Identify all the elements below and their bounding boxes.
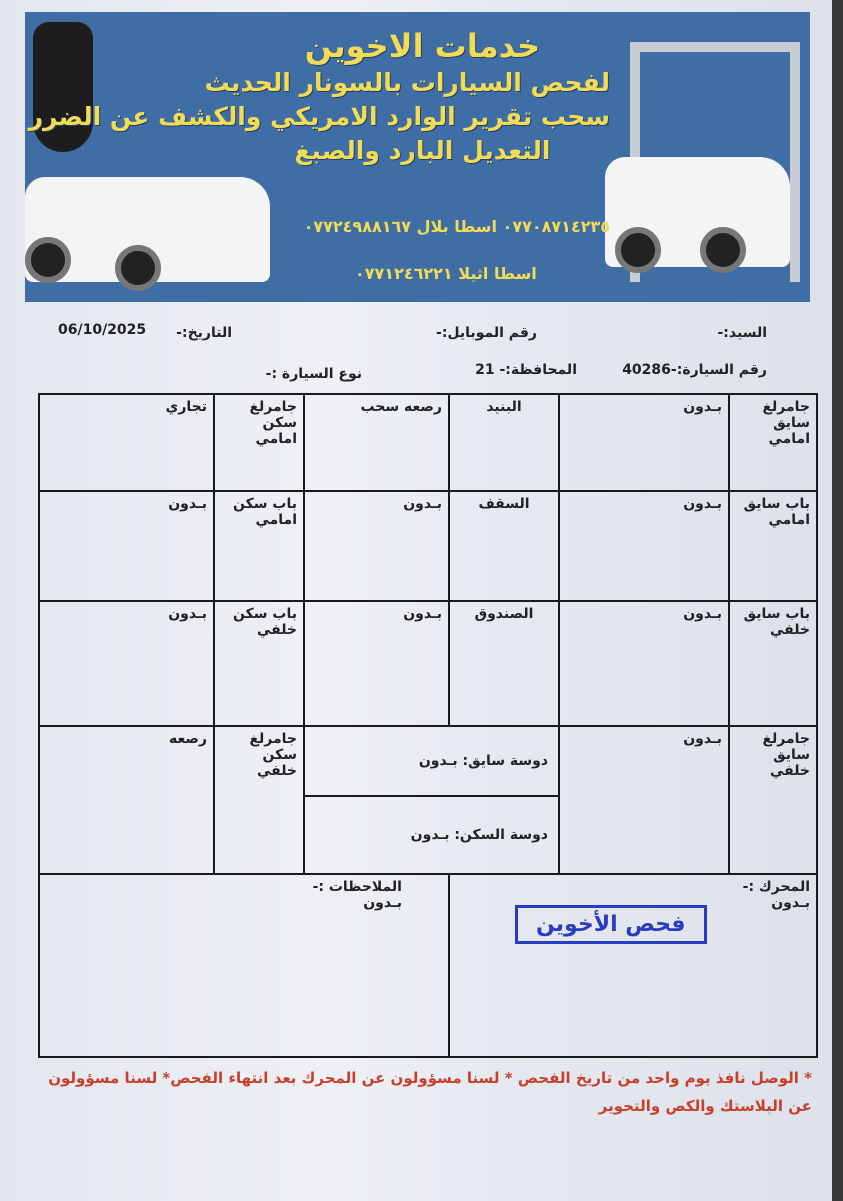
- table-row: [39, 491, 817, 601]
- part-value: بـدون: [559, 491, 729, 601]
- part-label: السقف: [449, 491, 559, 601]
- part-label: جامرلغ سكن خلفي: [214, 726, 304, 874]
- date-label: التاريخ:-: [176, 325, 232, 341]
- part-value: بـدون: [304, 491, 449, 601]
- passenger-mat: دوسة السكن: بـدون: [304, 796, 559, 874]
- remarks-cell: [39, 874, 449, 1057]
- table-row: [39, 726, 817, 796]
- phone-numbers-2: اسطا اثيلا ٠٧٧١٢٤٦٢٢١: [355, 264, 537, 283]
- header-line: لفحص السيارات بالسونار الحديث: [204, 68, 610, 97]
- suv-image-right: [605, 157, 790, 267]
- table-row: [39, 601, 817, 726]
- part-value: بـدون: [39, 601, 214, 726]
- header-line: التعديل البارد والصبغ: [294, 136, 551, 165]
- part-value: بـدون: [559, 726, 729, 874]
- car-type-label: نوع السيارة :-: [265, 366, 362, 382]
- table-row: [39, 394, 817, 491]
- mobile-label: رقم الموبايل:-: [436, 325, 537, 341]
- part-label: الصندوق: [449, 601, 559, 726]
- remarks-label: الملاحظات :-: [312, 879, 402, 895]
- part-value: بـدون: [559, 601, 729, 726]
- part-value: رصعه سحب: [304, 394, 449, 491]
- part-label: جامرلغ سايق خلفي: [729, 726, 817, 874]
- engine-cell: [449, 874, 817, 1057]
- part-value: بـدون: [304, 601, 449, 726]
- footer-disclaimer: * الوصل نافذ يوم واحد من تاريخ الفحص * لسنا مسؤولون عن المحرك بعد انتهاء الفحص* لسنا مسؤولون عن البلاستك والكص والتحوير: [48, 1069, 812, 1115]
- header-banner: [25, 12, 810, 302]
- business-title: خدمات الاخوين: [304, 27, 541, 65]
- part-value: بـدون: [559, 394, 729, 491]
- company-stamp: فحص الأخوين: [515, 905, 707, 944]
- table-row: [39, 874, 817, 1057]
- part-label: باب سكن امامي: [214, 491, 304, 601]
- engine-value: بـدون: [771, 895, 810, 911]
- part-value: رصعه: [39, 726, 214, 874]
- suv-image-left: [25, 177, 270, 282]
- part-label: باب سكن خلفي: [214, 601, 304, 726]
- engine-label: المحرك :-: [742, 879, 810, 895]
- part-label: جامرلغ سكن امامي: [214, 394, 304, 491]
- part-label: باب سايق امامي: [729, 491, 817, 601]
- date-value: 06/10/2025: [58, 322, 147, 338]
- part-label: باب سايق خلفي: [729, 601, 817, 726]
- remarks-value: بـدون: [363, 895, 402, 911]
- part-value: تجاري: [39, 394, 214, 491]
- customer-name-label: السيد:-: [717, 325, 767, 341]
- governorate: المحافظة:- 21: [475, 362, 577, 378]
- header-text: [28, 26, 610, 168]
- part-label: جامرلغ سايق امامي: [729, 394, 817, 491]
- part-value: بـدون: [39, 491, 214, 601]
- part-label: البنيد: [449, 394, 559, 491]
- header-line: سحب تقرير الوارد الامريكي والكشف عن الضرر: [28, 102, 610, 131]
- inspection-table: [38, 393, 818, 1058]
- driver-mat: دوسة سايق: بـدون: [304, 726, 559, 796]
- phone-numbers: ٠٧٧٠٨٧١٤٢٣٥ اسطا بلال ٠٧٧٢٤٩٨٨١٦٧: [303, 217, 610, 236]
- plate-number: رقم السيارة:-40286: [622, 362, 767, 378]
